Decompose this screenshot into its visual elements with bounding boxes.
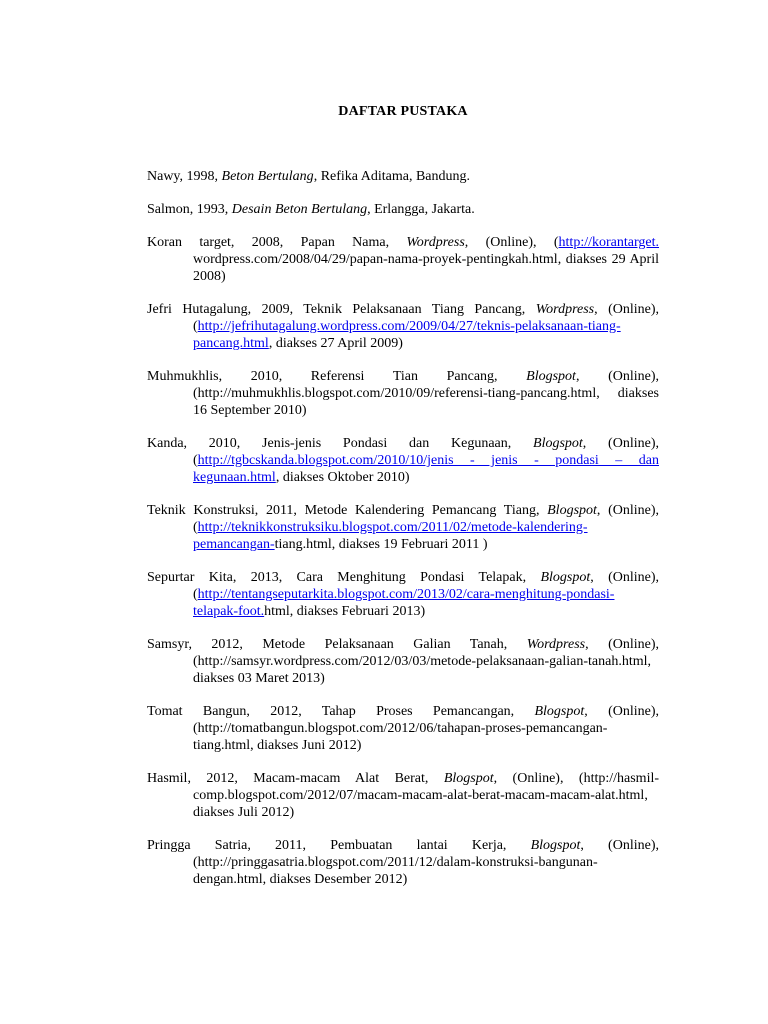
ref-url-tail: wordpress.com/2008/04/29/papan-nama-proyek-pentingkah.html, diakses 29 April 2008) — [193, 252, 659, 284]
ref-link[interactable]: http://teknikkonstruksiku.blogspot.com/2011/02/metode-kalendering-pemancangan- — [193, 520, 588, 552]
ref-link[interactable]: http://tentangseputarkita.blogspot.com/2013/02/cara-menghitung-pondasi-telapak-foot. — [193, 587, 615, 619]
ref-author-year-title: Koran target, 2008, Papan Nama, — [147, 235, 407, 250]
ref-online: , (Online), ( — [193, 302, 659, 334]
ref-publisher: , Erlangga, Jakarta. — [367, 202, 475, 217]
ref-author-year-title: Pringga Satria, 2011, Pembuatan lantai Kerja, — [147, 838, 531, 853]
ref-online: , (Online), (http://hasmil-comp.blogspot.com/2012/07/macam-macam-alat-berat-macam-macam-alat.html, diakses Juli 2012) — [193, 771, 660, 820]
ref-source: Desain Beton Bertulang — [231, 202, 368, 217]
page-title: DAFTAR PUSTAKA — [338, 104, 468, 119]
reference-entry — [147, 168, 659, 185]
ref-online: , (Online), (http://muhmukhlis.blogspot.com/2010/09/referensi-tiang-pancang.html, diakses 16 September 2010) — [193, 369, 660, 418]
ref-source: Blogspot — [443, 771, 494, 786]
ref-online: , (Online), ( — [193, 570, 659, 602]
ref-author-year-title: Sepurtar Kita, 2013, Cara Menghitung Pondasi Telapak, — [147, 570, 541, 585]
reference-entry — [147, 569, 659, 620]
ref-url-tail: tiang.html, diakses 19 Februari 2011 ) — [274, 537, 488, 552]
ref-source: Blogspot — [526, 369, 576, 384]
ref-source: Beton Bertulang — [221, 169, 314, 184]
ref-url-tail: , diakses Oktober 2010) — [275, 470, 410, 485]
reference-entry — [147, 368, 659, 419]
reference-entry — [147, 234, 659, 285]
ref-online: , (Online), ( — [193, 436, 659, 468]
ref-author-year-title: Nawy, 1998, — [147, 169, 222, 184]
reference-list — [147, 168, 659, 888]
reference-entry — [147, 703, 659, 754]
ref-source: Wordpress — [406, 235, 465, 250]
ref-author-year-title: Hasmil, 2012, Macam-macam Alat Berat, — [147, 771, 444, 786]
reference-entry — [147, 502, 659, 553]
ref-author-year-title: Teknik Konstruksi, 2011, Metode Kalendering Pemancang Tiang, — [147, 503, 548, 518]
ref-author-year-title: Tomat Bangun, 2012, Tahap Proses Pemancangan, — [147, 704, 535, 719]
reference-entry — [147, 301, 659, 352]
ref-online: , (Online), ( — [464, 235, 559, 250]
ref-source: Wordpress — [526, 637, 586, 652]
ref-online: , (Online), (http://samsyr.wordpress.com/2012/03/03/metode-pelaksanaan-galian-tanah.html, diakses 03 Maret 2013) — [193, 637, 659, 686]
reference-entry — [147, 636, 659, 687]
ref-author-year-title: Muhmukhlis, 2010, Referensi Tian Pancang, — [147, 369, 527, 384]
ref-url-tail: , diakses 27 April 2009) — [268, 336, 403, 351]
ref-author-year-title: Kanda, 2010, Jenis-jenis Pondasi dan Kegunaan, — [147, 436, 534, 451]
ref-source: Wordpress — [535, 302, 595, 317]
ref-online: , (Online), ( — [193, 503, 659, 535]
ref-source: Blogspot — [534, 704, 585, 719]
ref-author-year-title: Jefri Hutagalung, 2009, Teknik Pelaksanaan Tiang Pancang, — [147, 302, 536, 317]
ref-publisher: , Refika Aditama, Bandung. — [313, 169, 470, 184]
ref-author-year-title: Salmon, 1993, — [147, 202, 232, 217]
reference-entry — [147, 201, 659, 218]
reference-entry — [147, 770, 659, 821]
ref-url-tail: html, diakses Februari 2013) — [264, 604, 426, 619]
reference-entry — [147, 435, 659, 486]
ref-link[interactable]: http://jefrihutagalung.wordpress.com/2009/04/27/teknis-pelaksanaan-tiang-pancang.html — [193, 319, 621, 351]
ref-author-year-title: Samsyr, 2012, Metode Pelaksanaan Galian Tanah, — [147, 637, 527, 652]
ref-online: , (Online), (http://pringgasatria.blogspot.com/2011/12/dalam-konstruksi-bangunan-dengan.html, diakses Desember 2012) — [193, 838, 659, 887]
ref-source: Blogspot — [540, 570, 591, 585]
ref-online: , (Online), (http://tomatbangun.blogspot.com/2012/06/tahapan-proses-pemancangan-tiang.html, diakses Juni 2012) — [193, 704, 659, 753]
ref-source: Blogspot — [533, 436, 583, 451]
ref-source: Blogspot — [547, 503, 597, 518]
reference-entry — [147, 837, 659, 888]
ref-source: Blogspot — [530, 838, 581, 853]
ref-link[interactable]: http://korantarget. — [558, 235, 659, 250]
ref-link[interactable]: http://tgbcskanda.blogspot.com/2010/10/jenis - jenis - pondasi – dan kegunaan.html — [193, 453, 659, 485]
